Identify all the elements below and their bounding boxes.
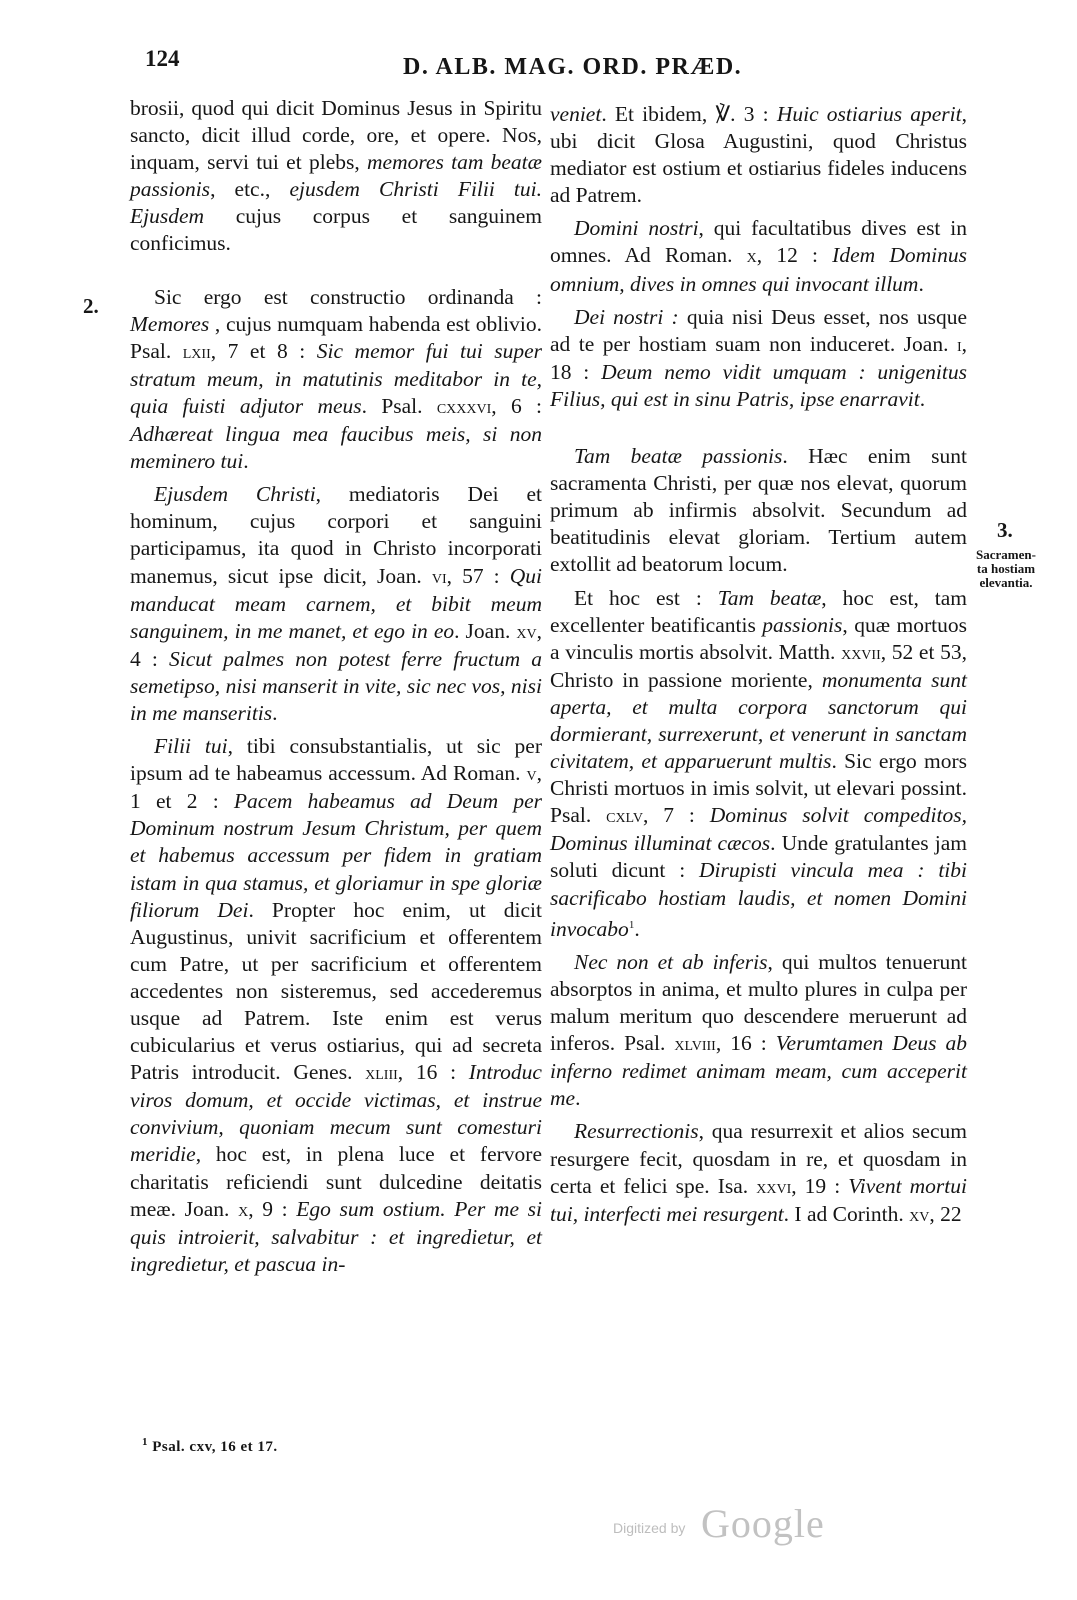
left-column [130,95,542,1284]
italic-run: Vivent mortui tui, interfecti mei resurgent [550,1173,967,1226]
italic-run: Ejusdem Christi [154,482,316,507]
paragraph [550,215,967,297]
italic-run: Idem Dominus omnium, dives in omnes qui invocant illum [550,243,967,296]
italic-run: ejusdem Christi Filii tui. Ejusdem [130,177,543,229]
text-run: , hoc est, tam excellenter beatificantis [550,585,967,637]
footnote-reference[interactable]: 1 [628,918,635,931]
reference-numeral: xlviii [674,1034,716,1056]
page-header [140,40,990,90]
text-run: , qui multos tenuerunt absorptos in anima, et multo plures in culpa per malum meritum quo descendere meruerunt ad inferos. Psal. [550,949,967,1056]
text-run: , 52 et 53, Christo in passione moriente, [550,639,967,692]
margin-note-line: Sacramen- [976,547,1036,562]
reference-numeral: xliii [365,1063,398,1085]
reference-numeral: cxxxvi [436,396,492,418]
text-run: quia nisi Deus esset, nos usque ad te per hostiam suam non induceret. Joan. [550,304,967,356]
italic-run: monumenta sunt aperta, et multa corpora sanctorum qui dormierant, surrexerunt, et venerunt in sanctam civitatem, et apparuerunt multis [550,667,967,774]
paragraph [550,101,967,209]
paragraph [550,1118,967,1228]
reference-numeral: xxvii [841,642,881,664]
italic-run: Huic ostiarius aperit [776,102,962,126]
text-run: . Et ibidem, ℣. 3 : [601,102,777,126]
running-head: D. ALB. MAG. ORD. PRÆD. [403,54,743,80]
italic-run: Memores [130,311,210,336]
italic-run: Tam beatæ [717,585,822,610]
italic-run: Verumtamen Deus ab inferno redimet animam meam, cum acceperit me [550,1031,968,1111]
text-run: , qua resurrexit et alios secum resurgere fecit, quosdam in re, et quosdam in certa et felici spe. Isa. [550,1119,967,1198]
right-column [550,101,967,1235]
italic-run: Filii tui [154,734,228,759]
italic-run: Tam beatæ passionis [574,444,783,469]
text-run: , 4 : [130,618,542,671]
text-run: Et hoc est : [574,585,718,610]
text-run: . I ad Corinth. [783,1201,910,1226]
reference-numeral: v [526,764,537,786]
paragraph [550,949,967,1113]
paragraph [550,443,967,578]
page-number: 124 [145,46,180,71]
text-run: Sic ergo est constructio ordinanda : [154,284,542,309]
text-run: , etc., [210,177,290,202]
footnote [142,1436,278,1456]
italic-run: Adhæreat lingua mea faucibus meis, si non meminero tui [130,422,542,474]
margin-note [966,548,1046,590]
reference-numeral: xv [909,1204,930,1226]
footnote-mark: 1 [142,1436,148,1448]
text-run: . [918,271,924,296]
italic-run: Sic memor fui tui super stratum meum, in matutinis meditabor in te, quia fuisti adjutor meus [130,338,542,418]
paragraph [130,95,542,258]
text-run: , cujus numquam habenda est oblivio. Psal. [130,311,542,363]
margin-note-line: elevantia. [979,575,1033,590]
italic-run: Resurrectionis [574,1119,699,1144]
section-number-2: 2. [83,294,99,318]
text-run: , mediatoris Dei et hominum, cujus corpori et sanguini participamus, ita quod in Christo incorporati manemus, sicut ipse dicit, Joan. [130,482,542,588]
italic-run: memores tam beatæ passionis [130,150,542,202]
text-run: , 19 : [791,1173,849,1198]
text-run: , 6 : [491,393,542,418]
reference-numeral: x [238,1199,249,1221]
italic-run: Deum nemo vidit umquam : unigenitus Filius, qui est in sinu Patris, ipse enarravit [550,359,967,411]
italic-run: Sicut palmes non potest ferre fructum a semetipso, nisi manserit in vite, sic nec vos, nisi in me manseritis [130,646,542,725]
text-run: , 7 : [642,803,710,828]
footnote-text: Psal. cxv, 16 et 17. [148,1439,278,1455]
reference-numeral: xxvi [756,1176,792,1198]
text-run: . [634,916,640,941]
text-run: . Sic ergo mors Christi mortuos in imis solvit, ut elevari possint. Psal. [550,749,967,828]
text-run: , 16 : [397,1060,469,1085]
paragraph [130,481,542,727]
text-run: , 9 : [248,1196,297,1221]
text-run: . Hæc enim sunt sacramenta Christi, per quæ nos elevat, quorum primum ab infirmis absolvit. Secundum ad beatitudinis elevat gloriam. Tertium autem extollit ad beatorum locum. [550,444,967,577]
text-run: , 18 : [550,331,967,384]
text-run: . Propter hoc enim, ut dicit Augustinus, univit sacrificium et offerentem cum Patre, ut per sacrificium et offerentem accedentes non sisteremus, sed accederemus usque ad Patrem. Iste enim est verus cubicularius et verus ostiarius, qui ad secreta Patris introducit. Genes. [130,897,542,1085]
text-run: cujus corpus et sanguinem conficimus. [130,204,542,256]
paragraph [130,284,542,476]
text-run: , 16 : [715,1031,776,1056]
text-run: , 12 : [756,243,833,268]
paragraph [550,585,967,943]
text-run: . Joan. [454,618,517,643]
text-run: . [272,700,278,725]
text-run: . [243,449,249,474]
reference-numeral: i [956,334,962,356]
paragraph [130,733,542,1278]
italic-run: Nec non et ab inferis [574,949,768,974]
watermark-caption: Digitized by [613,1520,686,1536]
text-run: , 22 [929,1201,962,1226]
reference-numeral: vi [431,566,447,588]
italic-run: passionis [762,612,843,637]
italic-run: Introduc viros domum, et occide victimas, et instrue convivium, quoniam mecum sunt comesturi meridie [130,1060,542,1167]
text-run: , tibi consubstantialis, ut sic per ipsum ad te habeamus accessum. Ad Roman. [130,734,542,786]
italic-run: Qui manducat meam carnem, et bibit meum sanguinem, in me manet, et ego in eo [130,563,542,643]
reference-numeral: xv [516,621,537,643]
text-run: , 57 : [446,563,510,588]
italic-run: Dominus solvit compeditos, Dominus illuminat cæcos [550,803,967,856]
italic-run: Dei nostri : [574,304,679,329]
italic-run: Pacem habeamus ad Deum per Dominum nostrum Jesum Christum, per quem et habemus accessum per fidem in gratiam istam in qua stamus, et gloriamur in spe gloriæ filiorum Dei [130,789,542,922]
text-run: , qui facultatibus dives est in omnes. Ad Roman. [550,216,967,268]
paragraph [550,304,967,413]
text-run: , 7 et 8 : [210,338,317,363]
text-run: , hoc est, in plena luce et fervore charitatis reficiendi sunt dulcedine deitatis meæ. Joan. [130,1142,542,1221]
text-run: . [919,386,926,411]
italic-run: Ego sum ostium. Per me si quis introierit, salvabitur : et ingredietur, et ingredietur, et pascua in- [130,1196,542,1276]
reference-numeral: lxii [182,341,211,363]
italic-run: Domini nostri [574,216,699,241]
reference-numeral: x [746,246,757,268]
digitized-watermark [613,1500,843,1544]
text-run: , ubi dicit Glosa Augustini, quod Christus mediator est ostium et ostiarius fideles inducens ad Patrem. [550,102,967,208]
section-number-3: 3. [997,518,1013,542]
text-run: brosii, quod qui dicit Dominus Jesus in Spiritu sancto, dicit illud corde, ore, et opere. Nos, inquam, servi tui et plebs, [130,96,542,175]
google-logo: Google [701,1501,825,1546]
italic-run: veniet [550,102,602,126]
reference-numeral: cxlv [606,806,643,828]
text-run: , 1 et 2 : [130,761,542,814]
text-run: . Unde gratulantes jam soluti dicunt : [550,831,967,883]
text-run: . [575,1086,581,1111]
text-run: , quæ mortuos a vinculis mortis absolvit. Matth. [550,612,967,664]
text-run: . Psal. [361,393,437,418]
margin-note-line: ta hostiam [976,561,1036,576]
italic-run: Dirupisti vincula mea : tibi sacrificabo hostiam laudis, et nomen Domini invocabo [550,858,967,941]
